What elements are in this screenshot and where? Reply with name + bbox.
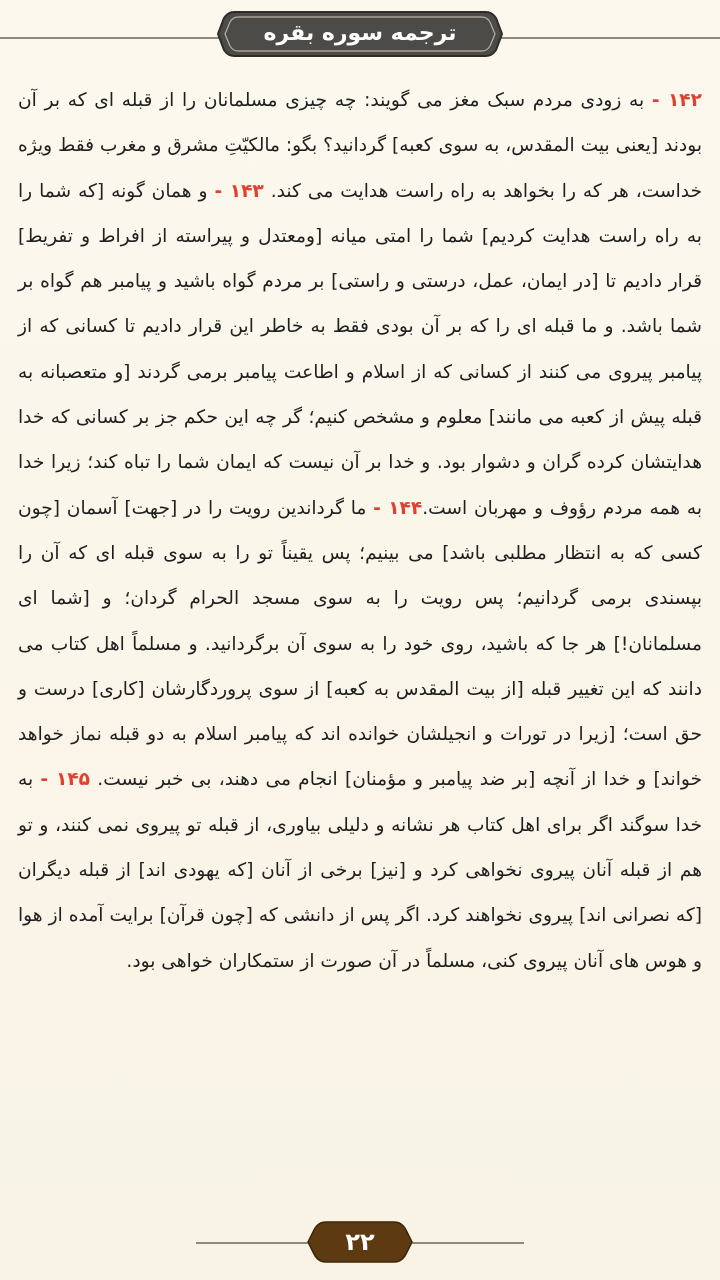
header-banner bbox=[216, 8, 504, 66]
verse-number-143: ۱۴۳ - bbox=[214, 180, 264, 202]
header-divider-right bbox=[490, 37, 720, 39]
page-number-badge bbox=[306, 1220, 414, 1266]
page-title: ترجمه سوره بقره bbox=[263, 21, 457, 46]
header-divider-left bbox=[0, 37, 230, 39]
verse-text-143: و همان گونه [که شما را به راه راست هدایت کردیم] شما را امتی میانه [ومعتدل و پیراسته از افراط و تفریط] قرار دادیم تا [در ایمان، عمل، درستی و راستی] بر مردم گواه باشید و پیامبر هم گواه بر شما باشد. و ما قبله ای را که بر آن بودی فقط به خاطر این قرار دادیم تا کسانی که از پیامبر پیروی می کنند از کسانی که از اسلام و اطاعت پیامبر برمی گردند [و متعصبانه به قبله پیش از کعبه می مانند] معلوم و مشخص کنیم؛ گر چه این حکم جز بر کسانی که خدا هدایتشان کرده گران و دشوار بود. و خدا بر آن نیست که ایمان شما را تباه کند؛ زیرا خدا به همه مردم رؤوف و مهربان است. bbox=[18, 180, 702, 519]
verse-text-145: به خدا سوگند اگر برای اهل کتاب هر نشانه و دلیلی بیاوری، از قبله تو پیروی نمی کنند، و تو هم از قبله آنان پیروی نخواهی کرد و [نیز] برخی از آنان [که یهودی اند] از قبله دیگران [که نصرانی اند] پیروی نخواهند کرد. اگر پس از دانشی که [چون قرآن] برایت آمده از هوا و هوس های آنان پیروی کنی، مسلماً در آن صورت از ستمکاران خواهی بود. bbox=[18, 769, 702, 972]
verse-number-144: ۱۴۴ - bbox=[373, 497, 423, 519]
page-number: ۲۲ bbox=[345, 1228, 375, 1256]
translation-text bbox=[18, 78, 702, 984]
verse-text-144: ما گرداندین رویت را در [جهت] آسمان [چون کسی که به انتظار مطلبی باشد] می بینیم؛ پس یقیناً تو را به سوی قبله ای که آن را بپسندی برمی گردانیم؛ پس رویت را به سوی مسجد الحرام گردان؛ و [شما ای مسلمانان!] هر جا که باشید، روی خود را به سوی آن برگردانید. و مسلماً اهل کتاب می دانند که این تغییر قبله [از بیت المقدس به کعبه] از سوی پروردگارشان [کاری] درست و حق است؛ [زیرا در تورات و انجیلشان خوانده اند که پیامبر اسلام به دو قبله نماز خواهد خواند] و خدا از آنچه [بر ضد پیامبر و مؤمنان] انجام می دهند، بی خبر نیست. bbox=[18, 497, 702, 791]
verse-number-145: ۱۴۵ - bbox=[40, 769, 91, 791]
verse-number-142: ۱۴۲ - bbox=[651, 90, 702, 111]
verse-text-142: به زودی مردم سبک مغز می گویند: چه چیزی مسلمانان را از قبله ای که بر آن بودند [یعنی بیت المقدس، به سوی کعبه] گردانید؟ بگو: مالکیّتِ مشرق و مغرب فقط ویژه خداست، هر که را بخواهد به راه راست هدایت می کند. bbox=[18, 90, 702, 202]
